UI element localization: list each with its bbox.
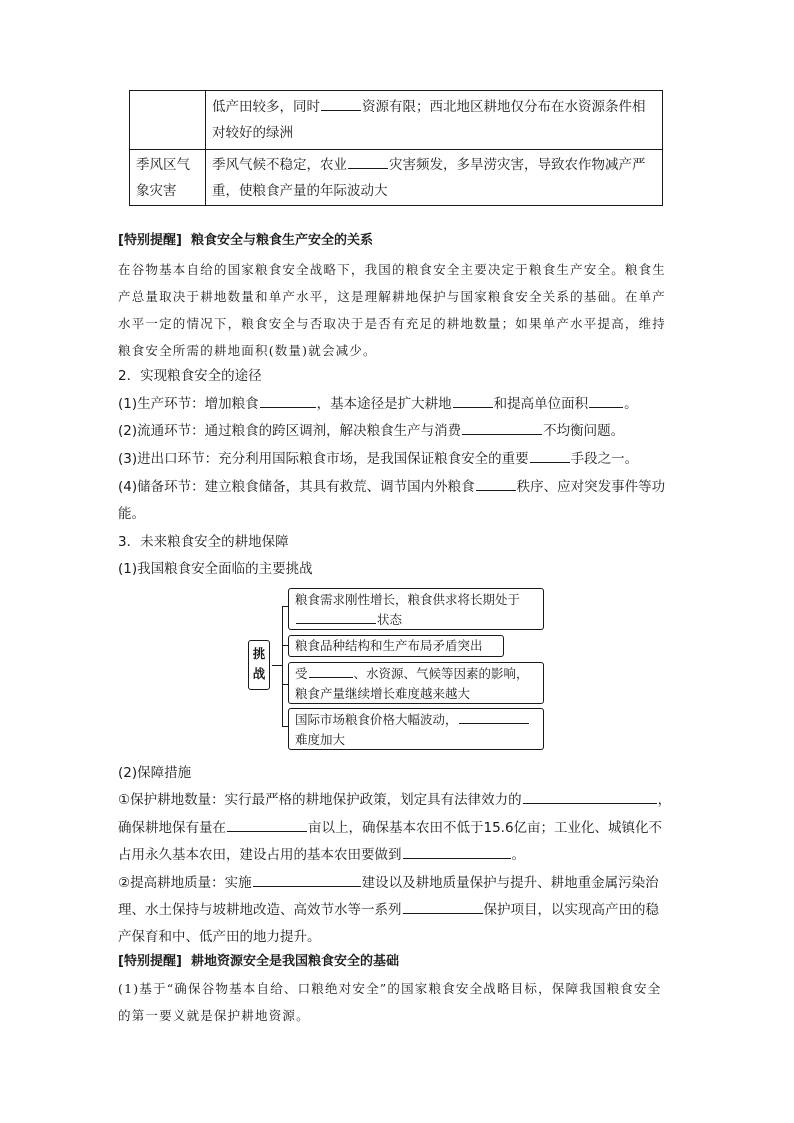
section3-heading: 3．未来粮食安全的耕地保障 — [118, 534, 289, 550]
table-row2-label: 季风区气 象灾害 — [136, 157, 190, 199]
table-column-divider — [205, 91, 206, 205]
fill-blank[interactable] — [309, 665, 353, 678]
diagram-connector — [272, 665, 282, 666]
disaster-table — [129, 90, 663, 206]
tip1-heading: [特别提醒] 粮食安全与粮食生产安全的关系 — [118, 233, 373, 248]
fill-blank[interactable] — [476, 476, 516, 491]
fill-blank[interactable] — [530, 448, 570, 463]
tip1-body: 在谷物基本自给的国家粮食安全战略下，我国的粮食安全主要决定于粮食生产安全。粮食生 产总量取决于耕地数量和单产水平，这是理解耕地保护与国家粮食安全关系的基础。在单产 水平一定的情况下，粮食安全与否取决于是否有充足的耕地数量；如果单产水平提高，维持 粮食安全所需的耕地面积(数量)就会减少。 — [118, 262, 667, 358]
section2-item4: (4)储备环节：建立粮食储备，其具有救荒、调节国内外粮食 秩序、应对突发事件等功 — [118, 474, 665, 500]
diagram-box-2: 粮食品种结构和生产布局矛盾突出 — [288, 635, 504, 657]
measure2-line2: 理、水土保持与坡耕地改造、高效节水等一系列 保护项目，以实现高产田的稳 — [118, 897, 659, 923]
measure2-line3: 产保育和中、低产田的地力提升。 — [118, 929, 321, 945]
diagram-box-3: 受 、水资源、气候等因素的影响， 粮食产量继续增长难度越来越大 — [288, 662, 544, 704]
diagram-box-1: 粮食需求刚性增长，粮食供求将长期处于 状态 — [288, 588, 544, 630]
section3-sub1: (1)我国粮食安全面临的主要挑战 — [118, 561, 313, 577]
measure1-line1: ①保护耕地数量：实行最严格的耕地保护政策，划定具有法律效力的 ， — [118, 787, 671, 813]
fill-blank[interactable] — [227, 817, 307, 832]
section3-sub2: (2)保障措施 — [118, 765, 192, 781]
fill-blank[interactable] — [296, 611, 376, 624]
fill-blank[interactable] — [253, 872, 361, 887]
measure2-line1: ②提高耕地质量：实施 建设以及耕地质量保护与提升、耕地重金属污染治 — [118, 870, 659, 896]
fill-blank[interactable] — [348, 154, 388, 169]
table-row-divider — [130, 149, 662, 150]
diagram-bracket — [282, 606, 283, 726]
fill-blank[interactable] — [403, 844, 511, 859]
fill-blank[interactable] — [589, 393, 623, 408]
section2-item4-cont: 能。 — [118, 506, 145, 522]
fill-blank[interactable] — [462, 420, 542, 435]
measure1-line3: 占用永久基本农田，建设占用的基本农田要做到 。 — [118, 842, 525, 868]
fill-blank[interactable] — [260, 393, 316, 408]
tip2-body: (1)基于“确保谷物基本自给、口粮绝对安全”的国家粮食安全战略目标，保障我国粮食安全 的第一要义就是保护耕地资源。 — [118, 981, 662, 1023]
diagram-box-4: 国际市场粮食价格大幅波动， 难度加大 — [288, 708, 544, 750]
fill-blank[interactable] — [459, 711, 529, 724]
section2-heading: 2．实现粮食安全的途径 — [118, 368, 262, 384]
section2-item3: (3)进出口环节：充分利用国际粮食市场，是我国保证粮食安全的重要 手段之一。 — [118, 446, 638, 472]
fill-blank[interactable] — [523, 789, 657, 804]
fill-blank[interactable] — [403, 899, 483, 914]
fill-blank[interactable] — [321, 96, 361, 111]
section2-item1: (1)生产环节：增加粮食 ，基本途径是扩大耕地 和提高单位面积 。 — [118, 391, 638, 417]
fill-blank[interactable] — [453, 393, 493, 408]
challenge-diagram — [246, 586, 546, 750]
table-row2-content: 季风气候不稳定，农业 灾害频发，多旱涝灾害，导致农作物减产严 重，使粮食产量的年际波动大 — [212, 152, 646, 204]
section2-item2: (2)流通环节：通过粮食的跨区调剂，解决粮食生产与消费 不均衡问题。 — [118, 418, 624, 444]
tip2-heading: [特别提醒] 耕地资源安全是我国粮食安全的基础 — [118, 954, 399, 969]
diagram-center-box: 挑 战 — [248, 640, 270, 690]
table-row1-content: 低产田较多，同时 资源有限；西北地区耕地仅分布在水资源条件相 对较好的绿洲 — [212, 94, 646, 146]
measure1-line2: 确保耕地保有量在 亩以上，确保基本农田不低于15.6亿亩；工业化、城镇化不 — [118, 815, 662, 841]
